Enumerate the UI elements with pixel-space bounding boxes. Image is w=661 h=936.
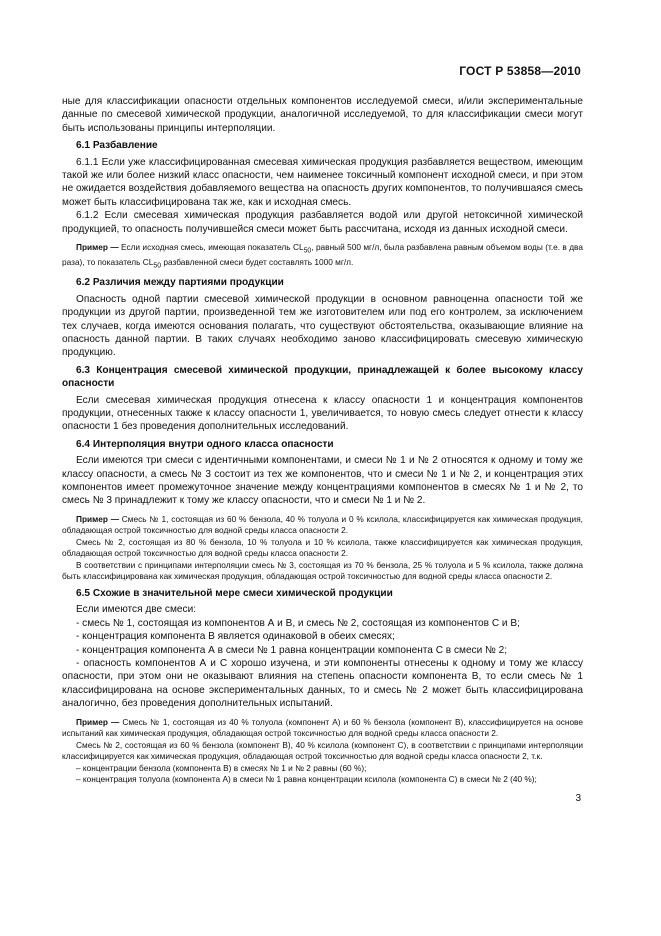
- example-text-3: В соответствии с принципами интерполяции смесь № 3, состоящая из 70 % бензола, 25 % толуола и 5 % ксилола, также должна быть классифицирована как химическая продукция, обладающая острой токсичностью для водной среды класса опасности 2.: [62, 559, 583, 582]
- section-6-4-paragraph: Если имеются три смеси с идентичными компонентами, и смеси № 1 и № 2 относятся к одному и тому же классу опасности, а смесь № 3 состоит из тех же компонентов, что и смеси № 1 и № 2, и концентрация этих компонентов имеет промежуточное значение между концентрациями компонентов в смесях № 1 и № 2, то смесь № 3 принадлежит к тому же классу опасности, что и смеси № 1 и № 2.: [62, 455, 583, 507]
- page-number: 3: [575, 793, 581, 804]
- section-6-5-heading: 6.5 Схожие в значительной мере смеси химической продукции: [76, 587, 393, 599]
- list-item: - концентрация компонента А в смеси № 1 равна концентрации компонента С в смеси № 2;: [76, 644, 508, 656]
- list-item: - опасность компонентов А и С хорошо изучена, и эти компоненты отнесены к одному и тому же классу опасности, при этом они не оказывают влияния на степень опасности компонента В, то если смесь № 1 классифицирована на основе экспериментальных данных, то и смесь № 2 может быть классифицирована аналогично, без проведения дополнительных испытаний.: [62, 657, 583, 710]
- example-label: Пример —: [76, 242, 119, 253]
- section-6-1-example: [62, 242, 583, 272]
- example-label: Пример —: [76, 513, 120, 524]
- section-6-5-intro: Если имеются две смеси:: [76, 604, 197, 616]
- page-content: [62, 95, 583, 790]
- intro-paragraph: ные для классификации опасности отдельных компонентов исследуемой смеси, и/или экспериментальные данные по смесевой химической продукции, аналогичной исследуемой, то для классификации смеси могут быть использованы принципы интерполяции.: [62, 96, 583, 134]
- section-6-2-paragraph: Опасность одной партии смесевой химической продукции в основном равноценна опасности той же продукции из другой партии, произведенной тем же изготовителем или под его контролем, за исключением тех случаев, когда имеются основания полагать, что существуют обстоятельства, оказывающие влияние на опасность данной партии. В таких случаях необходимо заново классифицировать смесевую химическую продукцию.: [62, 293, 583, 359]
- section-6-1-2-paragraph: 6.1.2 Если смесевая химическая продукция разбавляется водой или другой нетоксичной химической продукцией, то опасность получившейся смеси может быть рассчитана, исходя из данных исходной смеси.: [62, 210, 583, 235]
- example-text-3: – концентрации бензола (компонента В) в смесях № 1 и № 2 равны (60 %);: [76, 762, 367, 773]
- example-text-1: Пример — Смесь № 1, состоящая из 60 % бензола, 40 % толуола и 0 % ксилола, классифицируется как химическая продукция, обладающая острой токсичностью для водной среды класса опасности 2.: [62, 513, 583, 536]
- example-text-2: Смесь № 2, состоящая из 80 % бензола, 10 % толуола и 10 % ксилола, также классифицируется как химическая продукция, обладающая острой токсичностью для водной среды класса опасности 2.: [62, 536, 583, 559]
- section-6-1-1-paragraph: 6.1.1 Если уже классифицированная смесевая химическая продукция разбавляется веществом, имеющим такой же или более низкий класс опасности, чем наименее токсичный компонент исходной смеси, и при этом не ожидается воздействия добавляемого вещества на опасность других компонентов, то получившаяся смесь может быть классифицирована так же, как и исходная смесь.: [62, 156, 583, 208]
- example-text-1: Пример — Смесь № 1, состоящая из 40 % толуола (компонент А) и 60 % бензола (компонент В), классифицируется на основе испытаний как химическая продукция, обладающая острой токсичностью для водной среды класса опасности 2.: [62, 716, 583, 739]
- example-label: Пример —: [76, 716, 120, 727]
- example-text-2: Смесь № 2, состоящая из 60 % бензола (компонент В), 40 % ксилола (компонент С), в соответствии с принципами интерполяции классифицируется как химическая продукция, обладающая острой токсичностью для водной среды класса опасности 2, т.к.: [62, 739, 583, 762]
- section-6-1-heading: 6.1 Разбавление: [76, 140, 158, 152]
- section-6-5-example: [62, 717, 583, 786]
- section-6-2-heading: 6.2 Различия между партиями продукции: [76, 277, 284, 289]
- list-item: - смесь № 1, состоящая из компонентов А и В, и смесь № 2, состоящая из компонентов С и В;: [76, 617, 520, 629]
- example-text-4: – концентрация толуола (компонента А) в смеси № 1 равна концентрации ксилола (компонента С) в смеси № 2 (40 %);: [76, 774, 537, 785]
- section-6-3-heading: 6.3 Концентрация смесевой химической продукции, принадлежащей к более высокому классу опасности: [62, 364, 583, 390]
- section-6-4-heading: 6.4 Интерполяция внутри одного класса опасности: [76, 438, 334, 450]
- list-item: - концентрация компонента В является одинаковой в обеих смесях;: [76, 631, 395, 643]
- document-code: ГОСТ Р 53858—2010: [459, 64, 581, 78]
- example-text: Пример — Если исходная смесь, имеющая показатель $CL_{50}$, равный 500 мг/л, была разбавлена равным объемом воды (т.е. в два раза), то показатель $CL_{50}$ разбавленной смеси будет составлять 1000 мг/л.: [62, 242, 583, 270]
- section-6-4-example: [62, 514, 583, 583]
- section-6-3-paragraph: Если смесевая химическая продукция отнесена к классу опасности 1 и концентрация компонентов продукции, отнесенных также к классу опасности 1, увеличивается, то новую смесь следует отнести к классу опасности 1 без проведения дополнительных исследований.: [62, 394, 583, 433]
